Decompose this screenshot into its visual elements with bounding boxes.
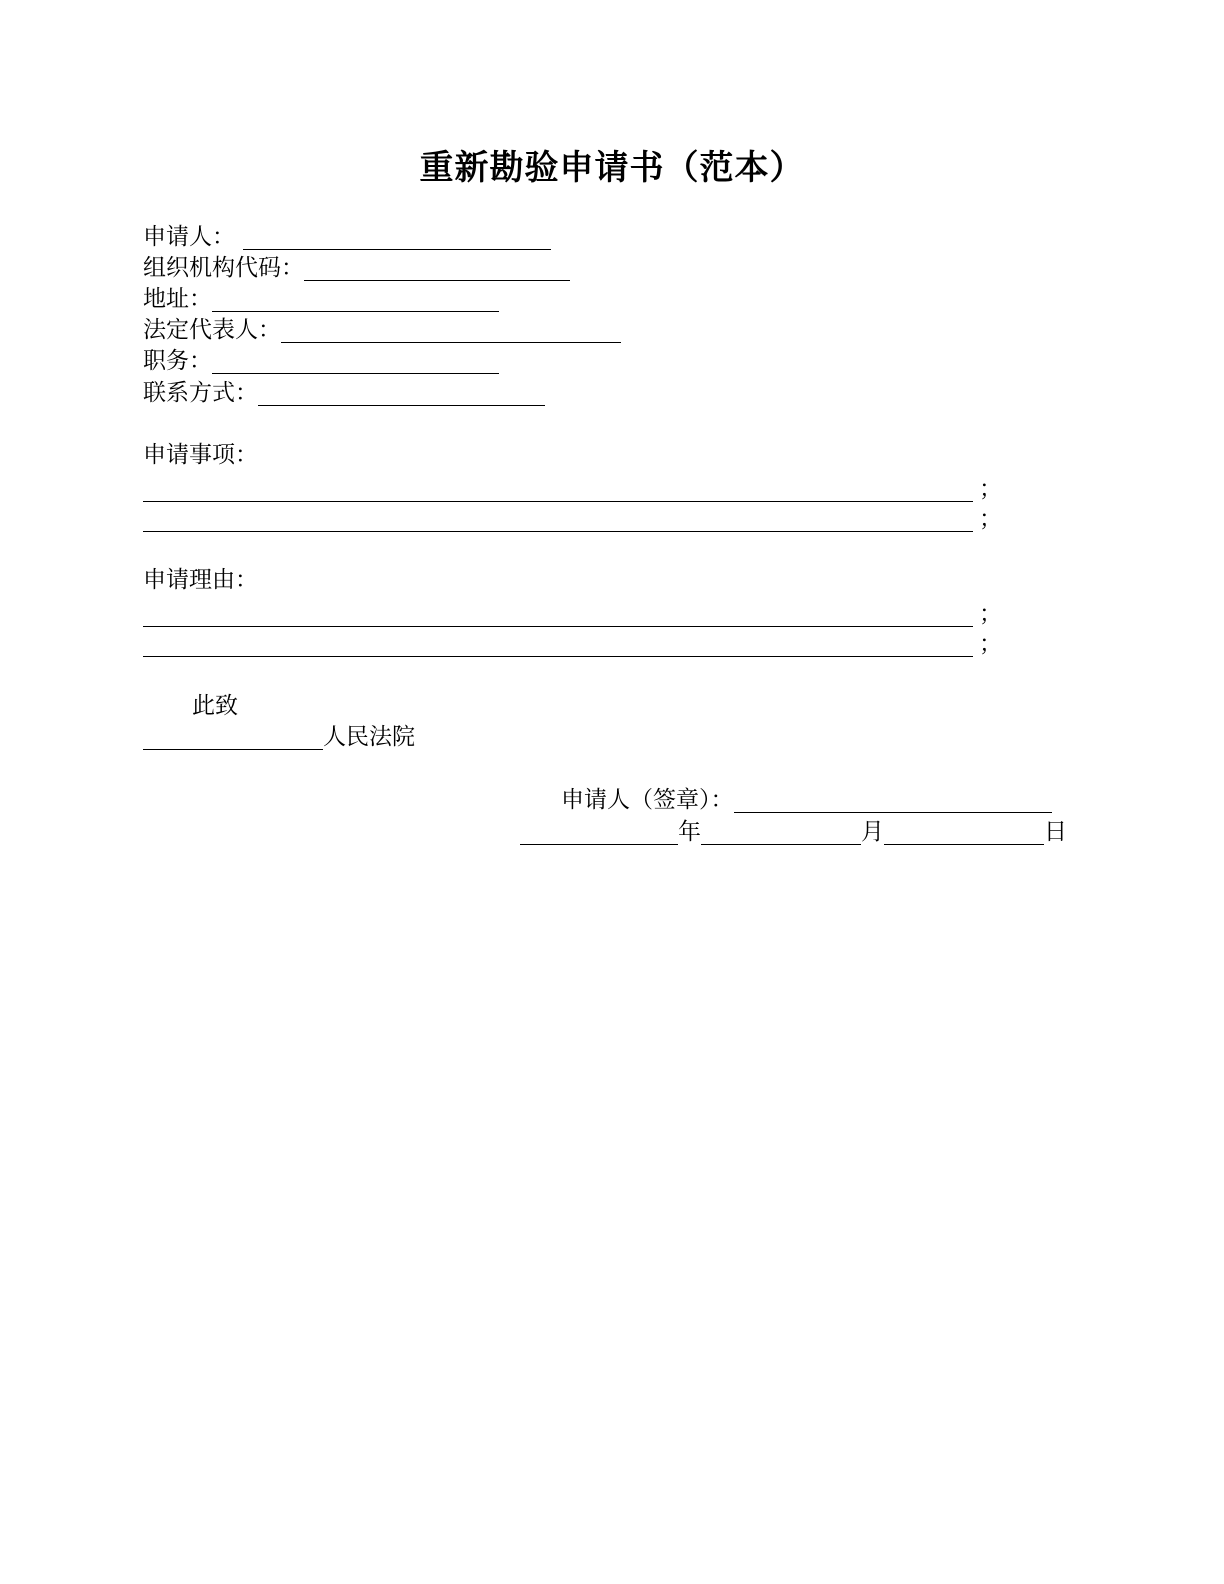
reasons-heading-label: 申请理由： xyxy=(143,567,258,593)
document-title: 重新勘验申请书（范本） xyxy=(419,148,805,188)
date-year-blank[interactable] xyxy=(520,820,678,845)
signature-blank[interactable] xyxy=(734,788,1052,813)
field-applicant-label: 申请人： xyxy=(143,224,235,250)
matters-line-2-blank[interactable] xyxy=(143,507,973,532)
matters-line-1 xyxy=(143,474,1002,504)
court-suffix: 人民法院 xyxy=(323,724,415,750)
court-name-blank[interactable] xyxy=(143,725,323,750)
closing-salutation-text: 此致 xyxy=(192,693,238,719)
reasons-line-1-blank[interactable] xyxy=(143,602,973,627)
signature-line xyxy=(561,785,1052,815)
line-end-semicolon: ； xyxy=(979,476,1002,502)
field-legal-rep-label: 法定代表人： xyxy=(143,317,281,343)
date-day-blank[interactable] xyxy=(884,820,1044,845)
closing-salutation xyxy=(192,691,238,721)
field-applicant-blank[interactable] xyxy=(243,225,551,250)
reasons-heading xyxy=(143,565,258,595)
reasons-line-2-blank[interactable] xyxy=(143,632,973,657)
date-month-label: 月 xyxy=(861,819,884,845)
date-year-label: 年 xyxy=(678,819,701,845)
field-legal-rep xyxy=(143,315,621,345)
field-contact-label: 联系方式： xyxy=(143,380,258,406)
field-contact-blank[interactable] xyxy=(258,381,545,406)
field-position xyxy=(143,346,499,376)
field-org-code-label: 组织机构代码： xyxy=(143,255,304,281)
date-day-label: 日 xyxy=(1044,819,1067,845)
signature-label: 申请人（签章）： xyxy=(561,787,734,813)
line-end-semicolon: ； xyxy=(979,631,1002,657)
matters-heading-label: 申请事项： xyxy=(143,442,258,468)
matters-line-1-blank[interactable] xyxy=(143,477,973,502)
line-end-semicolon: ； xyxy=(979,506,1002,532)
reasons-line-2 xyxy=(143,629,1002,659)
field-applicant xyxy=(143,222,551,252)
field-position-blank[interactable] xyxy=(212,349,499,374)
field-address xyxy=(143,284,499,314)
field-position-label: 职务： xyxy=(143,348,212,374)
matters-line-2 xyxy=(143,504,1002,534)
field-org-code xyxy=(143,253,570,283)
line-end-semicolon: ； xyxy=(979,601,1002,627)
field-legal-rep-blank[interactable] xyxy=(281,318,621,343)
closing-court xyxy=(143,722,415,752)
matters-heading xyxy=(143,440,258,470)
field-org-code-blank[interactable] xyxy=(304,256,570,281)
date-line xyxy=(520,817,1067,847)
field-address-blank[interactable] xyxy=(212,287,499,312)
field-contact xyxy=(143,378,545,408)
field-address-label: 地址： xyxy=(143,286,212,312)
date-month-blank[interactable] xyxy=(701,820,861,845)
reasons-line-1 xyxy=(143,599,1002,629)
